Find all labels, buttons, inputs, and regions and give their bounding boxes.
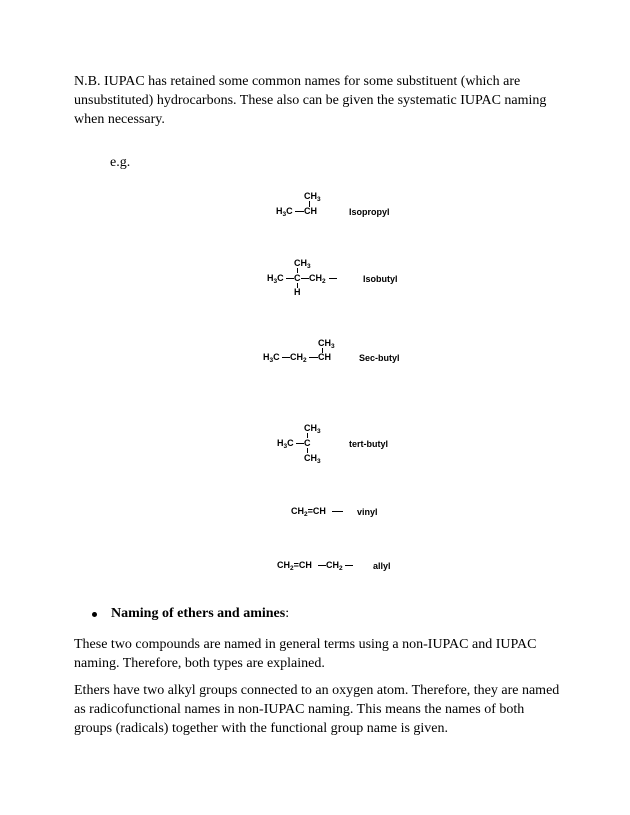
chem-text: $CH_3$ (318, 338, 335, 350)
intro-paragraph: N.B. IUPAC has retained some common names for some substituent (which are unsubstituted) hydrocarbons. These also can be given the systematic IUPAC naming when necessary. (74, 74, 547, 127)
bond-line (286, 278, 294, 279)
chem-text: $H_3C$ (276, 206, 293, 218)
vinyl-label: vinyl (357, 507, 378, 517)
isobutyl-label: Isobutyl (363, 274, 398, 284)
bond-line (309, 357, 318, 358)
chem-text: $CH_2=CH$ (291, 506, 326, 518)
bond-line (345, 565, 353, 566)
bond-line (282, 357, 290, 358)
bond-line (332, 511, 343, 512)
sec-butyl-label: Sec-butyl (359, 353, 400, 363)
chem-text: $CH_2$ (290, 352, 307, 364)
chem-text: $CH_2$ (309, 273, 326, 285)
bond-line (329, 278, 337, 279)
section-paragraph-2: Ethers have two alkyl groups connected to an oxygen atom. Therefore, they are named as radicofunctional names in non-IUPAC naming. This means the names of both groups (radicals) together with the functional group name is given. (74, 683, 560, 736)
section-heading-text: Naming of ethers and amines (111, 606, 286, 621)
chem-text: H (294, 287, 301, 297)
tert-butyl-label: tert-butyl (349, 439, 388, 449)
chem-text: $H_3C$ (277, 438, 294, 450)
chem-text: $CH_3$ (304, 453, 321, 465)
example-label: e.g. (110, 155, 131, 170)
bond-line (318, 565, 326, 566)
section-heading (111, 606, 289, 622)
section-heading-colon: : (285, 606, 290, 621)
chem-text: C (304, 438, 311, 448)
chem-text: $CH_3$ (304, 423, 321, 435)
isopropyl-label: Isopropyl (349, 207, 390, 217)
bond-line (296, 443, 304, 444)
section-paragraph-1: These two compounds are named in general terms using a non-IUPAC and IUPAC naming. Therefore, both types are explained. (74, 637, 537, 671)
chem-text: $H_3C$ (267, 273, 284, 285)
bond-line (295, 211, 304, 212)
chem-text: $H_3C$ (263, 352, 280, 364)
bullet-icon (92, 612, 97, 617)
allyl-label: allyl (373, 561, 391, 571)
chem-text: $CH_2=CH$ (277, 560, 312, 572)
chem-text: CH (318, 352, 331, 362)
chem-text: C (294, 273, 301, 283)
chem-text: CH (304, 206, 317, 216)
chem-text: $CH_3$ (294, 258, 311, 270)
chem-text: $CH_3$ (304, 191, 321, 203)
chem-text: $CH_2$ (326, 560, 343, 572)
bond-line (301, 278, 309, 279)
